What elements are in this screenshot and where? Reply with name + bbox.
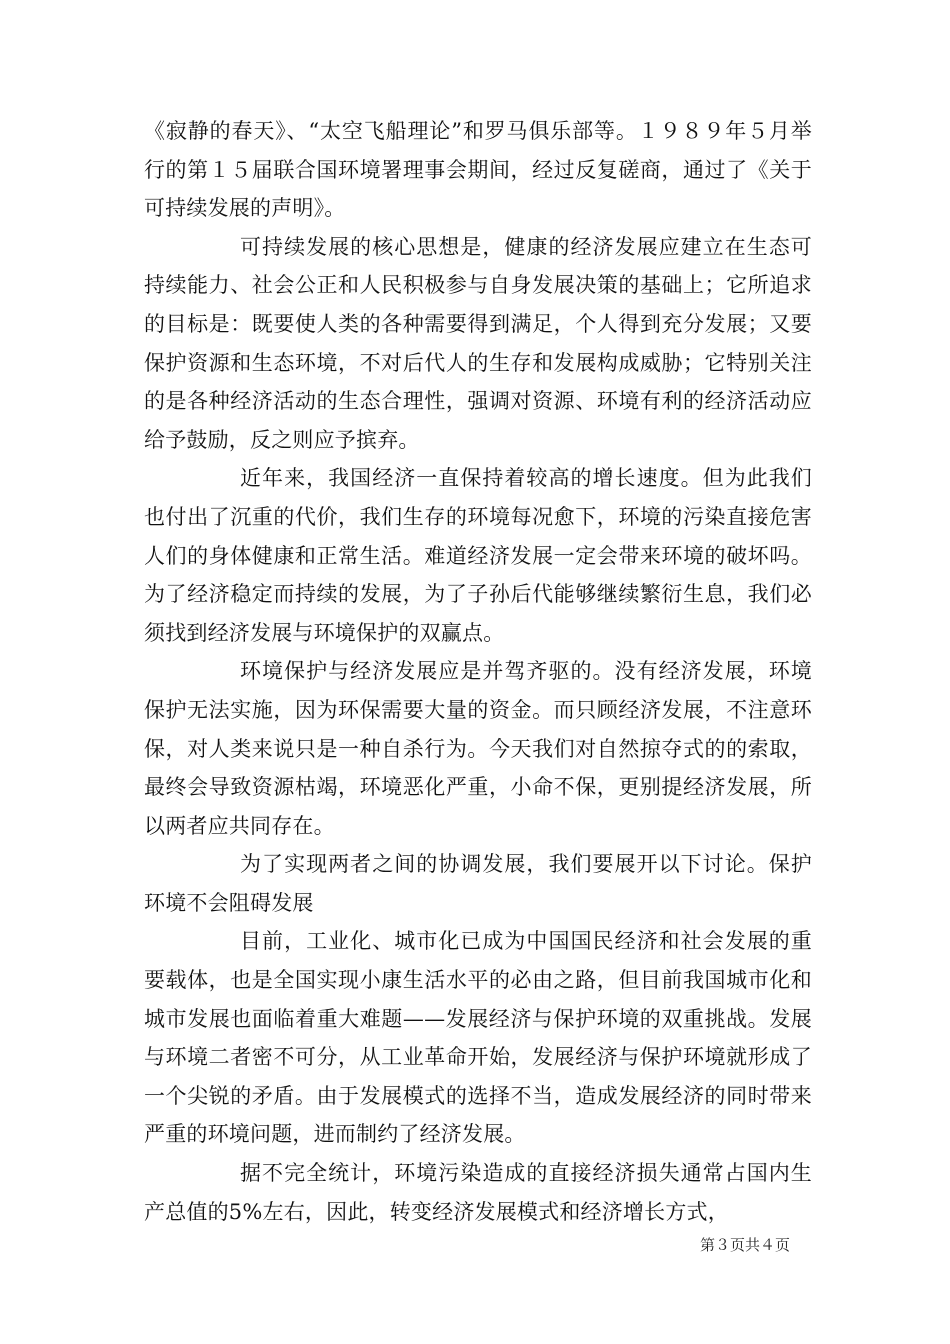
paragraph-1: 《寂静的春天》、“太空飞船理论”和罗马俱乐部等。１９８９年５月举行的第１５届联合国环境署理事会期间，经过反复磋商，通过了《关于可持续发展的声明》。 [144,119,812,221]
paragraph-2: 可持续发展的核心思想是，健康的经济发展应建立在生态可持续能力、社会公正和人民积极参与自身发展决策的基础上；它所追求的目标是：既要使人类的各种需要得到满足，个人得到充分发展；又要保护资源和生态环境，不对后代人的生存和发展构成威胁；它特别关注的是各种经济活动的生态合理性，强调对资源、环境有利的经济活动应给予鼓励，反之则应予摈弃。 [144,234,812,452]
paragraph-6: 目前，工业化、城市化已成为中国国民经济和社会发展的重要载体，也是全国实现小康生活水平的必由之路，但目前我国城市化和城市发展也面临着重大难题——发展经济与保护环境的双重挑战。发展与环境二者密不可分，从工业革命开始，发展经济与保护环境就形成了一个尖锐的矛盾。由于发展模式的选择不当，造成发展经济的同时带来严重的环境问题，进而制约了经济发展。 [144,929,812,1147]
paragraph-5: 为了实现两者之间的协调发展，我们要展开以下讨论。保护环境不会阻碍发展 [144,852,812,915]
paragraph-3: 近年来，我国经济一直保持着较高的增长速度。但为此我们也付出了沉重的代价，我们生存的环境每况愈下，环境的污染直接危害人们的身体健康和正常生活。难道经济发展一定会带来环境的破坏吗。为了经济稳定而持续的发展，为了子孙后代能够继续繁衍生息，我们必须找到经济发展与环境保护的双赢点。 [144,466,812,645]
paragraph-4: 环境保护与经济发展应是并驾齐驱的。没有经济发展，环境保护无法实施，因为环保需要大量的资金。而只顾经济发展，不注意环保，对人类来说只是一种自杀行为。今天我们对自然掠夺式的的索取，最终会导致资源枯竭，环境恶化严重，小命不保，更别提经济发展，所以两者应共同存在。 [144,659,812,838]
paragraph-7: 据不完全统计，环境污染造成的直接经济损失通常占国内生产总值的5%左右，因此，转变经济发展模式和经济增长方式， [144,1161,812,1224]
body-text [144,112,812,1231]
page-footer: 第３页共４页 [700,1236,791,1254]
